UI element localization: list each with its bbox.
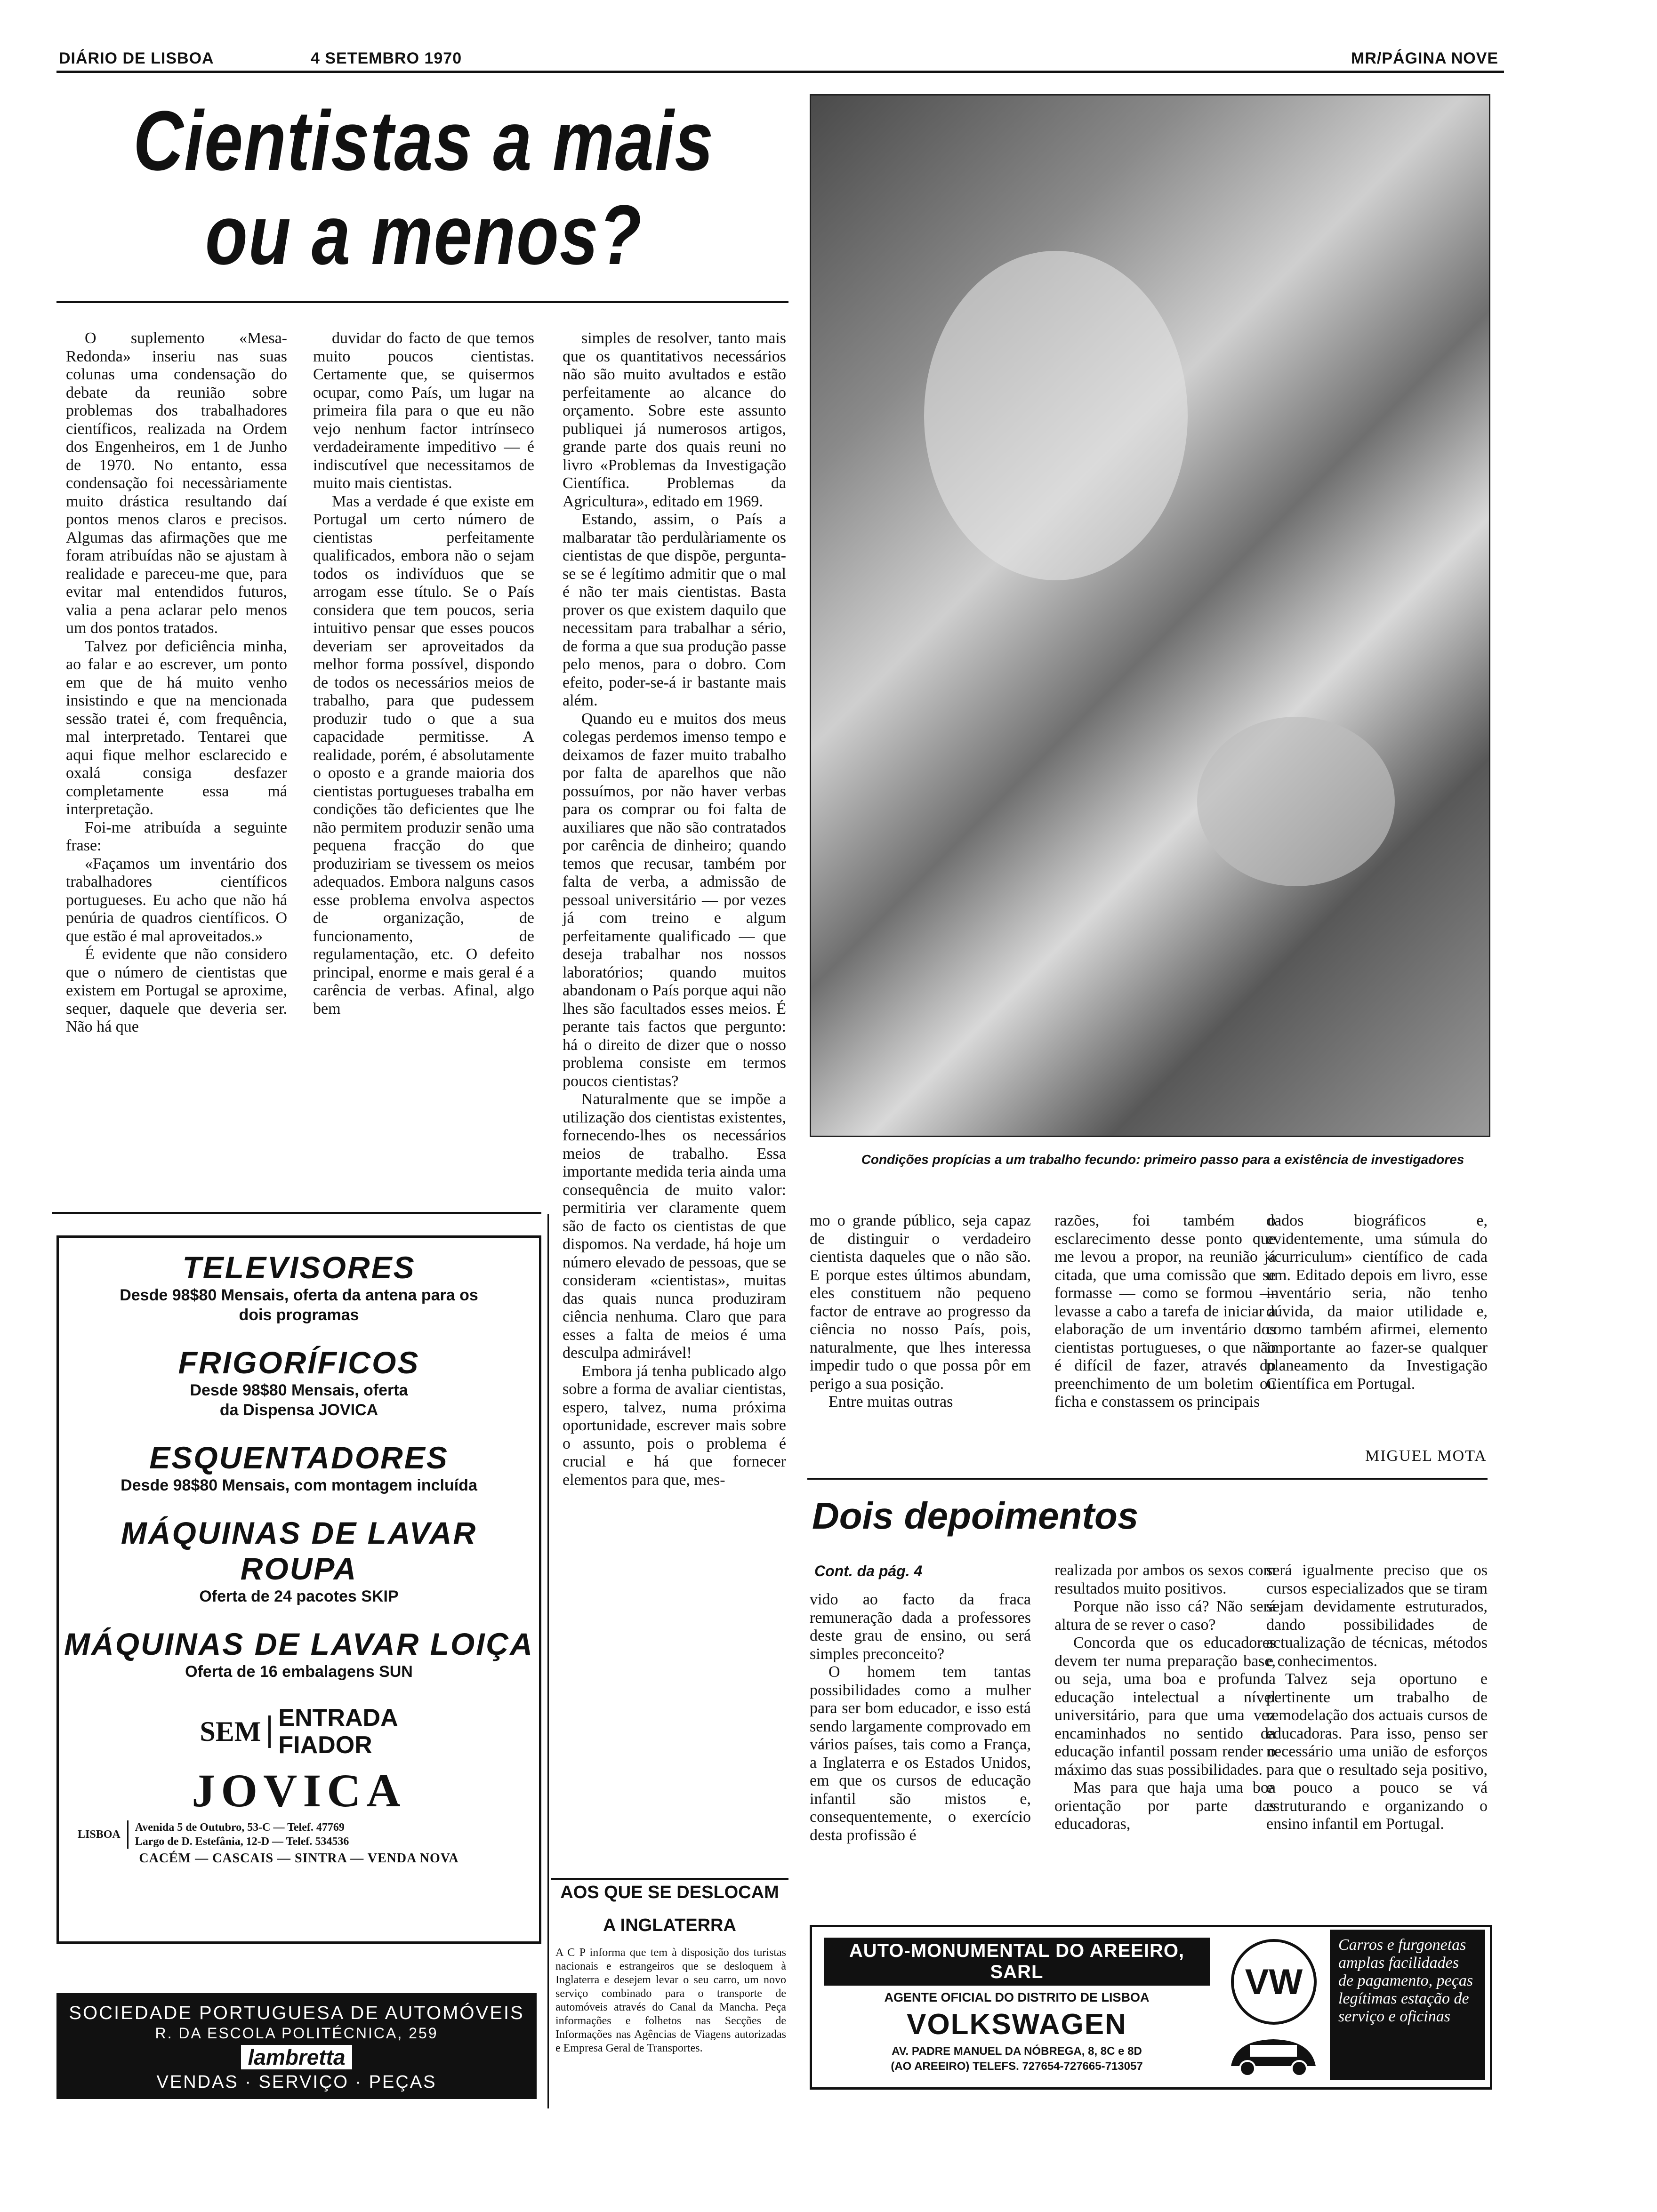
dealer-phones: (AO AREEIRO) TELEFS. 727654-727665-713057	[891, 2060, 1143, 2073]
paragraph: Foi-me atribuída a seguinte frase:	[66, 818, 287, 854]
ad-offer: Oferta de 24 pacotes SKIP	[199, 1587, 399, 1605]
title-rule	[56, 301, 788, 303]
acp-title-2: A INGLATERRA	[603, 1915, 736, 1935]
article-column-5	[1054, 1212, 1276, 1411]
column-divider	[547, 1214, 549, 2108]
continuation-note: Cont. da pág. 4	[814, 1563, 923, 1579]
acp-text: A C P informa que tem à disposição dos turistas nacionais e estrangeiros que se desloquem à Inglaterra e desejem levar o seu carro, um novo serviço combinado para o transporte de automóveis através do Canal da Mancha. Peça informações e folhetos nas Secções de Informações nas Agências de Viagens autorizadas e Empresa Geral de Transportes.	[555, 1947, 786, 2054]
ad-category: ESQUENTADORES	[149, 1440, 449, 1475]
volkswagen-advertisement	[810, 1925, 1492, 2090]
vw-slogan: Carros e furgonetas amplas facilidades de pagamento, peças legítimas estação de serviço e oficinas	[1330, 1930, 1485, 2080]
acp-top-rule	[551, 1878, 788, 1880]
ad-offer: Desde 98$80 Mensais, oferta da antena para os dois programas	[120, 1286, 478, 1324]
fiador-label: FIADOR	[278, 1731, 372, 1759]
lambretta-address: R. DA ESCOLA POLITÉCNICA, 259	[155, 2025, 438, 2042]
dealer-agent: AGENTE OFICIAL DO DISTRITO DE LISBOA	[884, 1990, 1150, 2004]
dealer-brand: VOLKSWAGEN	[907, 2008, 1127, 2041]
paragraph: O suplemento «Mesa-Redonda» inseriu nas suas colunas uma condensação do debate da reunião sobre problemas dos trabalhadores científicos, realizada na Ordem dos Engenheiros, em 1 de Junho de 1970. No entanto, essa condensação foi necessàriamente muito drástica resultando daí pontos menos claros e precisos. Algumas das afirmações que me foram atribuídas não se ajustam à realidade e pareceu-me que, para evitar mal entendidos futuros, valia a pena aclarar pelo menos um dos pontos tratados.	[66, 329, 287, 637]
article-column-1	[66, 329, 287, 1036]
paragraph: Mas a verdade é que existe em Portugal um certo número de cientistas perfeitamente qualificados, embora não o sejam todos os indivíduos que se arrogam esse título. Se o País considera que tem poucos, seria intuitivo pensar que esses poucos deveriam ser aproveitados da melhor forma possível, dispondo de todos os necessários meios de trabalho, para que pudessem produzir tudo o que a sua capacidade permitisse. A realidade, porém, é absolutamente o oposto e a grande maioria dos cientistas portugueses trabalha em condições tão deficientes que lhe não permitem produzir senão uma pequena fracção do que produziriam se tivessem os meios adequados. Embora nalguns casos esse problema envolva aspectos de organização, de funcionamento, de regulamentação, etc. O defeito principal, enorme e mais geral é a carência de verbas. Afinal, algo bem	[313, 492, 534, 1018]
issue-date: 4 SETEMBRO 1970	[311, 49, 462, 67]
paragraph: É evidente que não considero que o número de cientistas que existem em Portugal se aproxime, sequer, daquele que deveria ser. Não há que	[66, 946, 287, 1035]
lambretta-company: SOCIEDADE PORTUGUESA DE AUTOMÓVEIS	[69, 2003, 524, 2023]
section-rule	[807, 1478, 1488, 1480]
newspaper-name: DIÁRIO DE LISBOA	[59, 49, 214, 67]
ad-offer: Desde 98$80 Mensais, oferta da Dispensa JOVICA	[190, 1381, 408, 1419]
paragraph: Concorda que os educadores devem ter numa preparação base, ou seja, uma boa e profunda educação intelectual a nível universitário, para que uma vez encaminhados no sentido da educação infantil possam render o máximo das suas possibilidades.	[1054, 1634, 1276, 1779]
paragraph: duvidar do facto de que temos muito poucos cientistas. Certamente que, se quisermos ocupar, como País, um lugar na primeira fila para o que eu não vejo nenhum factor intrínseco verdadeiramente impeditivo — é indiscutível que necessitamos de muito mais cientistas.	[313, 329, 534, 492]
address-line-2: Largo de D. Estefânia, 12-D — Telef. 534536	[135, 1835, 349, 1848]
ad-top-rule	[52, 1212, 541, 1214]
paragraph: simples de resolver, tanto mais que os quantitativos necessários não são muito avultados e estão perfeitamente ao alcance do orçamento. Sobre este assunto publiquei já numerosos artigos, grande parte dos quais reuni no livro «Problemas da Investigação Científica. Problemas da Agricultura», editado em 1969.	[563, 329, 786, 510]
article-title	[122, 94, 724, 282]
header-rule	[56, 71, 1504, 73]
paragraph: razões, foi também o esclarecimento desse ponto que me levou a propor, na reunião já citada, que uma comissão que se formasse — como se formou — levasse a cabo a tarefa de iniciar a elaboração de um inventário dos cientistas portugueses, o que não é difícil de fazer, através do preenchimento de um boletim ou ficha e constassem os principais	[1054, 1212, 1276, 1411]
article-column-2	[313, 329, 534, 1018]
title-line-1: Cientistas a mais	[133, 94, 714, 188]
sem-entrada-fiador	[59, 1704, 539, 1759]
ad-category: TELEVISORES	[182, 1250, 416, 1285]
paragraph: Mas para que haja uma boa orientação por parte das educadoras,	[1054, 1779, 1276, 1833]
jovica-advertisement	[56, 1235, 541, 1944]
ad-category: MÁQUINAS DE LAVAR ROUPA	[121, 1515, 477, 1586]
dealer-address: AV. PADRE MANUEL DA NÓBREGA, 8, 8C e 8D	[892, 2045, 1142, 2058]
depoimentos-column-2	[1054, 1562, 1276, 1834]
jovica-brand: JOVICA	[192, 1764, 406, 1817]
title-line-2: ou a menos?	[205, 188, 643, 282]
ad-offer: Desde 98$80 Mensais, com montagem incluída	[121, 1476, 477, 1494]
author-signature: MIGUEL MOTA	[1365, 1447, 1487, 1465]
ad-category: FRIGORÍFICOS	[178, 1345, 420, 1380]
vw-logo-text: VW	[1245, 1962, 1303, 2002]
lambretta-advertisement	[56, 1993, 537, 2099]
article-column-3	[563, 329, 786, 1489]
address-line-1: Avenida 5 de Outubro, 53-C — Telef. 47769	[135, 1821, 345, 1834]
photo-caption: Condições propícias a um trabalho fecundo: primeiro passo para a existência de investigadores	[861, 1152, 1464, 1167]
acp-title-1: AOS QUE SE DESLOCAM	[560, 1883, 779, 1902]
address-block	[78, 1820, 539, 1849]
ad-item	[59, 1345, 539, 1420]
dealer-name: AUTO-MONUMENTAL DO AREEIRO, SARL	[824, 1938, 1210, 1986]
beetle-car-icon	[1222, 2031, 1325, 2078]
ad-category: MÁQUINAS DE LAVAR LOIÇA	[64, 1627, 534, 1661]
address-lines	[127, 1820, 349, 1849]
paragraph: Porque não isso cá? Não será altura de se rever o caso?	[1054, 1598, 1276, 1634]
paragraph: O homem tem tantas possibilidades como a mulher para ser bom educador, e isso está sendo largamente comprovado em vários países, tais como a França, a Inglaterra e os Estados Unidos, em que os cursos de educação infantil são mistos e, consequentemente, o exercício desta profissão é	[810, 1663, 1031, 1844]
article-photo	[810, 94, 1490, 1137]
paragraph: Entre muitas outras	[828, 1393, 953, 1411]
paragraph: realizada por ambos os sexos com resultados muito positivos.	[1054, 1562, 1276, 1597]
paragraph: dados biográficos e, evidentemente, uma súmula do «curriculum» científico de cada um. Editado depois em livro, esse inventário seria, não tenho dúvida, da maior utilidade e, como também afirmei, elemento importante ao fazer-se qualquer planeamento da Investigação Científica em Portugal.	[1266, 1212, 1488, 1393]
photo-hand-shape	[1197, 717, 1395, 886]
article-column-6	[1266, 1212, 1488, 1393]
depoimentos-title: Dois depoimentos	[812, 1495, 1139, 1537]
paragraph: Quando eu e muitos dos meus colegas perdemos imenso tempo e deixamos de fazer muito trabalho por falta de aparelhos que não possuímos, por não haver verbas para os comprar ou foi falta de auxiliares que não são contratados por carência de dinheiro; quando temos que recusar, também por falta de verba, a admissão de pessoal universitário — por vezes já com treino e algum perfeitamente qualificado — que deseja trabalhar nos nossos laboratórios; quando muitos abandonam o País porque aqui não lhes são facultados esses meios. É perante tais factos que pergunto: há o direito de dizer que o nosso problema consiste em termos poucos cientistas?	[563, 710, 786, 1090]
vw-logo-icon	[1231, 1939, 1317, 2025]
paragraph: Embora já tenha publicado algo sobre a forma de avaliar cientistas, espero, talvez, numa próxima oportunidade, escrever mais sobre o assunto, pois o problema é crucial e há que fornecer elementos para que, mes-	[563, 1362, 786, 1489]
paragraph: «Façamos um inventário dos trabalhadores científicos portugueses. Eu acho que não há penúria de quadros científicos. O que estão é mal aproveitados.»	[66, 855, 287, 945]
ad-offer: Oferta de 16 embalagens SUN	[185, 1663, 413, 1681]
ad-item	[59, 1250, 539, 1325]
lambretta-logo: lambretta	[241, 2045, 352, 2069]
depoimentos-column-3	[1266, 1562, 1488, 1834]
photo-head-shape	[924, 251, 1188, 580]
paragraph: Talvez por deficiência minha, ao falar e ao escrever, um ponto em que de há muito venho insistindo e que na mencionada sessão tratei é, com frequência, mal interpretado. Tentarei que aqui fique melhor esclarecido e oxalá consiga desfazer completamente essa má interpretação.	[66, 637, 287, 818]
paragraph: será igualmente preciso que os cursos especializados que se tiram sejam devidamente estruturados, dando possibilidades de actualização de técnicas, métodos e conhecimentos.	[1266, 1562, 1488, 1670]
paragraph: vido ao facto da fraca remuneração dada a professores deste grau de ensino, ou será simples preconceito?	[810, 1591, 1031, 1663]
paragraph: Naturalmente que se impõe a utilização dos cientistas existentes, fornecendo-lhes os necessários meios de trabalho. Essa importante medida teria ainda uma consequência de muito valor: permitiria ver claramente quem são de facto os cientistas de que dispomos. Na verdade, há hoje um número elevado de pessoas, que se consideram «cientistas», muitas das quais nunca produziram ciência nenhuma. Claro que para esses a falta de meios é uma desculpa admirável!	[563, 1090, 786, 1362]
branch-places: CACÉM — CASCAIS — SINTRA — VENDA NOVA	[139, 1851, 459, 1866]
sem-label: SEM	[200, 1715, 271, 1748]
entrada-fiador-block	[271, 1704, 398, 1759]
lambretta-services: VENDAS · SERVIÇO · PEÇAS	[156, 2072, 437, 2092]
city-label: LISBOA	[78, 1828, 121, 1841]
paragraph: mo o grande público, seja capaz de distinguir o verdadeiro cientista daqueles que o não são. E porque estes últimos abundam, eles constituem não pequeno factor de entrave ao progresso da ciência no nosso País, pois, naturalmente, que lhes interessa impedir tudo o que possa pôr em perigo a sua posição.	[810, 1212, 1031, 1393]
depoimentos-column-1	[810, 1591, 1031, 1844]
article-column-4	[810, 1212, 1031, 1411]
ad-item	[59, 1626, 539, 1682]
ad-item	[59, 1515, 539, 1606]
paragraph: Estando, assim, o País a malbaratar tão perdulàriamente os cientistas de que dispõe, pergunta-se se é legítimo admitir que o mal é não ter mais cientistas. Basta prover os que existem daquilo que necessitam para trabalhar a sério, de forma a que sua produção passe pelo menos, para o dobro. Com efeito, poder-se-á ir bastante mais além.	[563, 511, 786, 709]
ad-item	[59, 1440, 539, 1495]
page-label: MR/PÁGINA NOVE	[1351, 49, 1499, 67]
dealer-block	[824, 1938, 1210, 2073]
paragraph: Talvez seja oportuno e pertinente um trabalho de remodelação dos actuais cursos de educadoras. Para isso, penso ser necessário uma união de esforços para que o resultado seja positivo, e pouco a pouco se vá estruturando e organizando o ensino infantil em Portugal.	[1266, 1670, 1488, 1833]
entrada-label: ENTRADA	[278, 1704, 398, 1731]
